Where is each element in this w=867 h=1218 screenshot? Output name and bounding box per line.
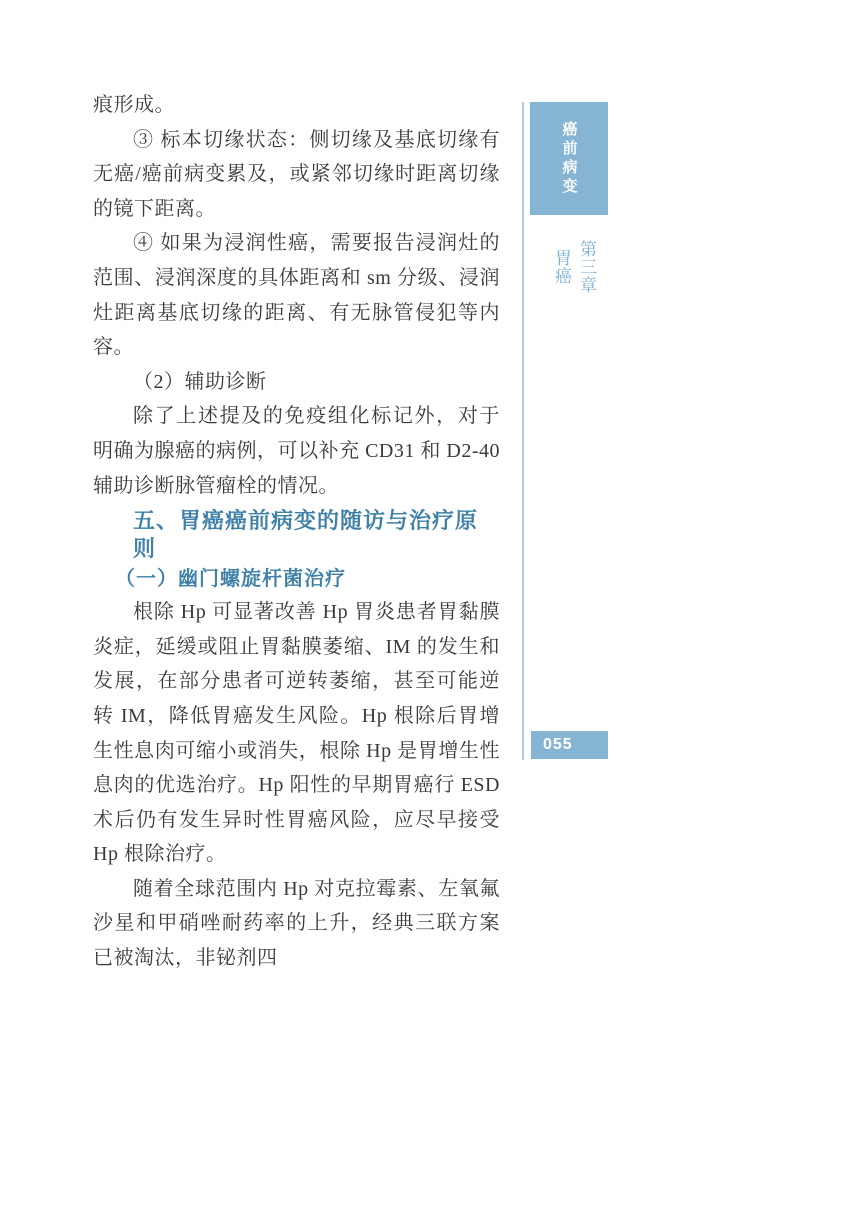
content-blocks <box>93 88 500 976</box>
main-text-column <box>93 0 500 976</box>
paragraph: ④ 如果为浸润性癌，需要报告浸润灶的范围、浸润深度的具体距离和 sm 分级、浸润灶距离基底切缘的距离、有无脉管侵犯等内容。 <box>93 232 500 359</box>
chapter-title-label: 胃癌 <box>552 249 571 285</box>
paragraph: 根除 Hp 可显著改善 Hp 胃炎患者胃黏膜炎症，延缓或阻止胃黏膜萎缩、IM 的发生和发展，在部分患者可逆转萎缩，甚至可能逆转 IM，降低胃癌发生风险。Hp 根除后胃增生性息肉可缩小或消失，根除 Hp 是胃增生性息肉的优选治疗。Hp 阳性的早期胃癌行 ESD 术后仍有发生异时性胃癌风险，应尽早接受 Hp 根除治疗。 <box>93 601 500 866</box>
sidebar-vertical-rule <box>522 102 524 760</box>
chapter-number-label: 第三章 <box>577 240 596 294</box>
paragraph: 除了上述提及的免疫组化标记外，对于明确为腺癌的病例，可以补充 CD31 和 D2-40 辅助诊断脉管瘤栓的情况。 <box>93 405 500 497</box>
paragraph: 随着全球范围内 Hp 对克拉霉素、左氧氟沙星和甲硝唑耐药率的上升，经典三联方案已被淘汰，非铋剂四 <box>93 877 500 970</box>
section-heading: 五、胃癌癌前病变的随访与治疗原则 <box>133 508 479 562</box>
paragraph: 痕形成。 <box>93 94 175 116</box>
chapter-label <box>549 240 599 294</box>
chapter-section-tab <box>530 102 608 215</box>
page-number-badge: 055 <box>531 731 608 759</box>
subsection-heading: （一）幽门螺旋杆菌治疗 <box>115 568 346 591</box>
paragraph: ③ 标本切缘状态：侧切缘及基底切缘有无癌/癌前病变累及，或紧邻切缘时距离切缘的镜下距离。 <box>93 128 500 220</box>
section-tab-label: 癌前病变 <box>560 120 578 197</box>
paragraph: （2）辅助诊断 <box>133 370 267 393</box>
